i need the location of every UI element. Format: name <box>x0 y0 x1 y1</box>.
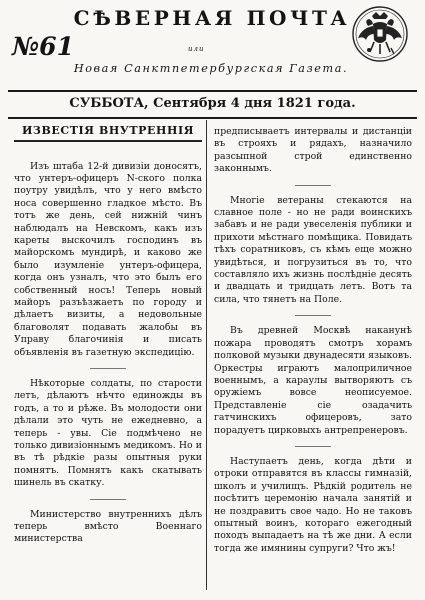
title-connector: или <box>188 45 205 53</box>
article-paragraph: Изъ штаба 12-й дивизіи доносятъ, что унтеръ-офицеръ N-ского полка поутру увидѣлъ, что у него вмѣсто носа совершенно гладкое мѣсто. Въ тотъ же день, сей нижній чинъ наблюдалъ на Невскомъ, какъ изъ кареты выскочилъ господинъ въ майорскомъ мундирѣ, и каково же было изумленіе унтеръ-офицера, когда онъ узналъ, что это былъ его собственный носъ! Теперь новый майоръ разъѣзжаетъ по городу и дѣлаетъ визиты, а недовольные благоволят подавать жалобы въ Управу благочинія и писать объявленія въ газетную экспедицію. <box>14 160 202 358</box>
issue-number: №61 <box>12 32 74 61</box>
left-column <box>14 122 202 546</box>
section-heading: ИЗВЕСТІЯ ВНУТРЕННІЯ <box>21 124 195 137</box>
right-column <box>214 126 412 555</box>
article-separator <box>90 368 126 369</box>
header-rule-top <box>8 90 417 92</box>
article-separator <box>295 315 331 316</box>
newspaper-title: СѢВЕРНАЯ ПОЧТА <box>73 6 351 30</box>
article-paragraph: Въ древней Москвѣ наканунѣ пожара проводятъ смотръ хорамъ полковой музыки двунадесяти языковъ. Оркестры играютъ малоприличное военнымъ, а караулы вытворяютъ съ оружіемъ вовсе неописуемое. Представленіе сіе озадачить гатчинскихъ офицеровъ, зато порадуетъ цирковыхъ антрепренеровъ. <box>214 325 412 436</box>
header-rule-bottom <box>8 117 417 119</box>
article-paragraph: предписываетъ интервалы и дистанціи въ строяхъ и рядахъ, назначило разсыпной строй единственно законнымъ. <box>214 126 412 175</box>
double-headed-eagle-emblem-icon <box>350 4 410 64</box>
article-paragraph: Нѣкоторые солдаты, по старости летъ, дѣлаютъ нѣчто единожды въ годъ, а то и рѣже. Въ молодости они дѣлали это чуть не ежедневно, а теперь - увы. Сіе подмѣчено не только дивизіоннымъ медикомъ. Но и въ тѣ рѣдкіе разы опытныя руки помнятъ. Помнятъ какъ скатывать шинель въ скатку. <box>14 378 202 489</box>
article-paragraph: Многіе ветераны стекаются на славное поле - но не ради воинскихъ забавъ и не ради увеселенія публики и прихоти мѣстнаго помѣщика. Повидать тѣхъ соратниковъ, съ кѣмъ еще можно увидѣться, и погрузиться въ то, что составляло ихъ жизнь послѣдніе десять и двадцать и тридцать летъ. Вотъ та сила, что тянетъ на Поле. <box>214 194 412 305</box>
article-paragraph: Министерство внутреннихъ дѣлъ теперь вмѣсто Военнаго министерства <box>14 508 202 545</box>
article-paragraph: Наступаетъ день, когда дѣти и отроки отправятся въ классы гимназій, школъ и училищъ. Рѣдкій родитель не посѣтитъ церемонію начала занятій и не поздравитъ свое чадо. Но не таковъ опытный воинъ, котораго ежегодный походъ выпадаетъ на тѣ же дни. А если тогда же имянины супруги? Что жъ! <box>214 455 412 554</box>
section-heading-rule <box>14 140 202 142</box>
masthead <box>0 0 425 92</box>
newspaper-subtitle: Новая Санктпетербургская Газета. <box>73 62 349 75</box>
article-separator <box>295 446 331 447</box>
column-divider <box>206 120 207 590</box>
article-separator <box>90 499 126 500</box>
article-separator <box>295 185 331 186</box>
dateline: СУББОТА, Сентября 4 дня 1821 года. <box>69 96 356 111</box>
